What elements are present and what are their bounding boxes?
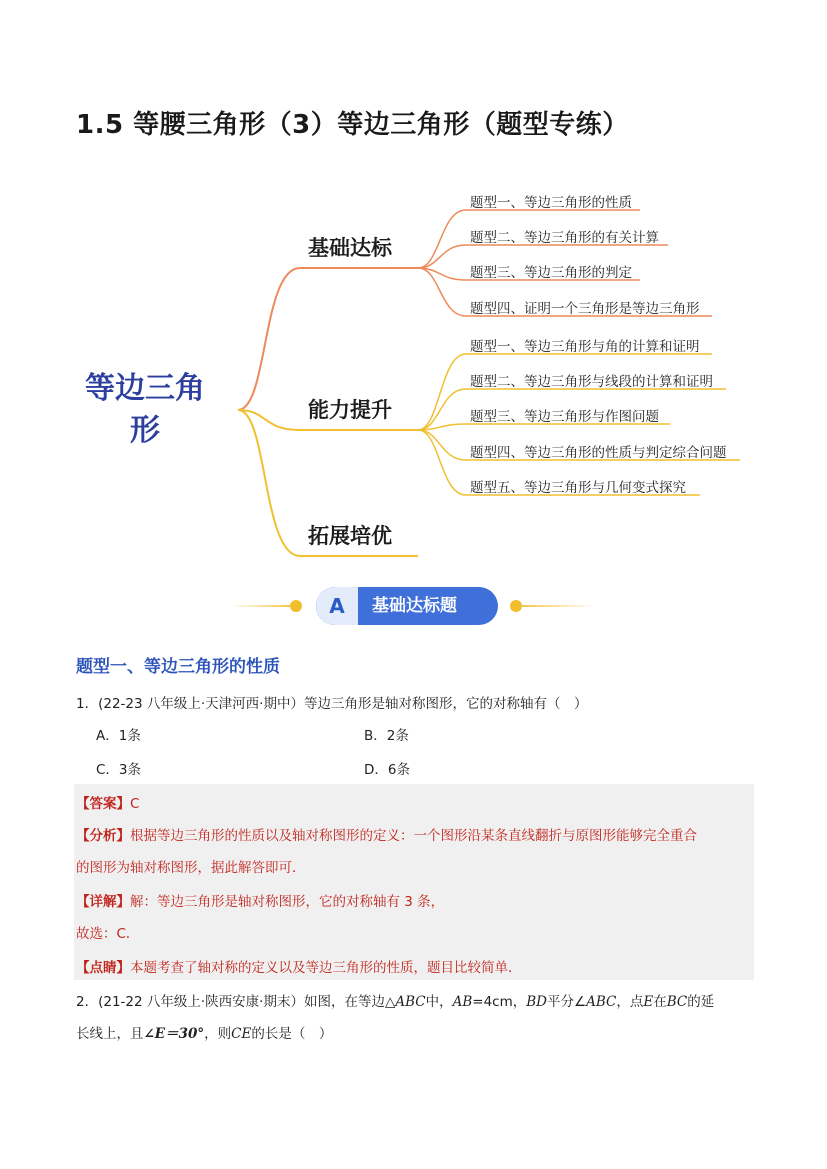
page-title: 1.5 等腰三角形（3）等边三角形（题型专练）	[76, 110, 629, 140]
q2-math: BD	[526, 994, 547, 1010]
q2-text: 2．(21-22 八年级上·陕西安康·期末）如图，在等边△	[76, 994, 396, 1010]
question-2-line-1	[76, 990, 714, 1010]
detail-tag: 【详解】	[76, 894, 130, 910]
detail-text: 解：等边三角形是轴对称图形，它的对称轴有 3 条，	[130, 894, 445, 910]
solution-box	[74, 784, 754, 980]
comment-line	[76, 956, 522, 976]
q2-text: 平分∠	[547, 994, 587, 1010]
q2-angle-condition: ∠E＝30°	[143, 1026, 205, 1042]
mind-map-leaf: 题型二、等边三角形与线段的计算和证明	[470, 374, 713, 390]
q2-text: 的长是（ ）	[251, 1026, 333, 1042]
q2-text: 中，	[425, 994, 453, 1010]
detail-line	[76, 890, 444, 910]
mind-map-leaf: 题型四、证明一个三角形是等边三角形	[470, 301, 700, 317]
answer-tag: 【答案】	[76, 796, 130, 812]
answer-value: C	[130, 796, 140, 812]
comment-text: 本题考查了轴对称的定义以及等边三角形的性质，题目比较简单．	[130, 960, 522, 976]
mind-map-root-line2: 形	[130, 413, 160, 448]
q2-math: BC	[666, 994, 688, 1010]
banner-divider-left	[230, 605, 292, 607]
question-type-heading: 题型一、等边三角形的性质	[76, 657, 280, 677]
banner-label: 基础达标题	[372, 596, 457, 616]
q2-math: ABC	[586, 994, 617, 1010]
question-2-line-2	[76, 1022, 332, 1042]
mind-map-leaf: 题型四、等边三角形的性质与判定综合问题	[470, 445, 727, 461]
choice-line: 故选：C．	[76, 926, 140, 942]
mind-map-leaf: 题型二、等边三角形的有关计算	[470, 230, 659, 246]
analysis-tag: 【分析】	[76, 828, 130, 844]
mind-map-leaf: 题型五、等边三角形与几何变式探究	[470, 480, 686, 496]
mind-map-root	[80, 368, 210, 452]
analysis-line-1	[76, 824, 697, 844]
q2-math: ABC	[395, 994, 426, 1010]
banner-letter: A	[316, 587, 358, 625]
question-1-option-d: D．6条	[364, 762, 410, 778]
q2-text: 的延	[687, 994, 715, 1010]
answer-line	[76, 792, 139, 812]
mind-map-leaf: 题型一、等边三角形与角的计算和证明	[470, 339, 700, 355]
analysis-text-2: 的图形为轴对称图形，据此解答即可．	[76, 860, 306, 876]
question-1-option-c: C．3条	[96, 762, 142, 778]
banner-pill	[316, 587, 498, 625]
branch-label-advanced: 能力提升	[308, 398, 392, 422]
mind-map	[0, 170, 827, 570]
branch-label-basic: 基础达标	[308, 236, 392, 260]
q2-text: ，则	[204, 1026, 232, 1042]
q2-math: CE	[231, 1026, 252, 1042]
q2-math: AB	[452, 994, 473, 1010]
mind-map-leaf: 题型三、等边三角形的判定	[470, 265, 632, 281]
mind-map-leaf: 题型一、等边三角形的性质	[470, 195, 632, 211]
question-1-option-a: A．1条	[96, 728, 141, 744]
q2-text: 在	[653, 994, 667, 1010]
q2-text: 长线上，且	[76, 1026, 144, 1042]
section-banner	[230, 586, 600, 626]
mind-map-root-line1: 等边三角	[85, 371, 205, 406]
mind-map-leaf: 题型三、等边三角形与作图问题	[470, 409, 659, 425]
q2-text: =4cm，	[472, 994, 527, 1010]
comment-tag: 【点睛】	[76, 960, 130, 976]
q2-text: ，点	[616, 994, 644, 1010]
q2-math: E	[643, 994, 654, 1010]
banner-divider-right	[520, 605, 595, 607]
banner-dot-left	[290, 600, 302, 612]
question-1-stem: 1．(22-23 八年级上·天津河西·期中）等边三角形是轴对称图形，它的对称轴有（ ）	[76, 696, 588, 712]
analysis-text-1: 根据等边三角形的性质以及轴对称图形的定义：一个图形沿某条直线翻折与原图形能够完全重合	[130, 828, 697, 844]
question-1-option-b: B．2条	[364, 728, 409, 744]
branch-label-extension: 拓展培优	[308, 524, 392, 548]
